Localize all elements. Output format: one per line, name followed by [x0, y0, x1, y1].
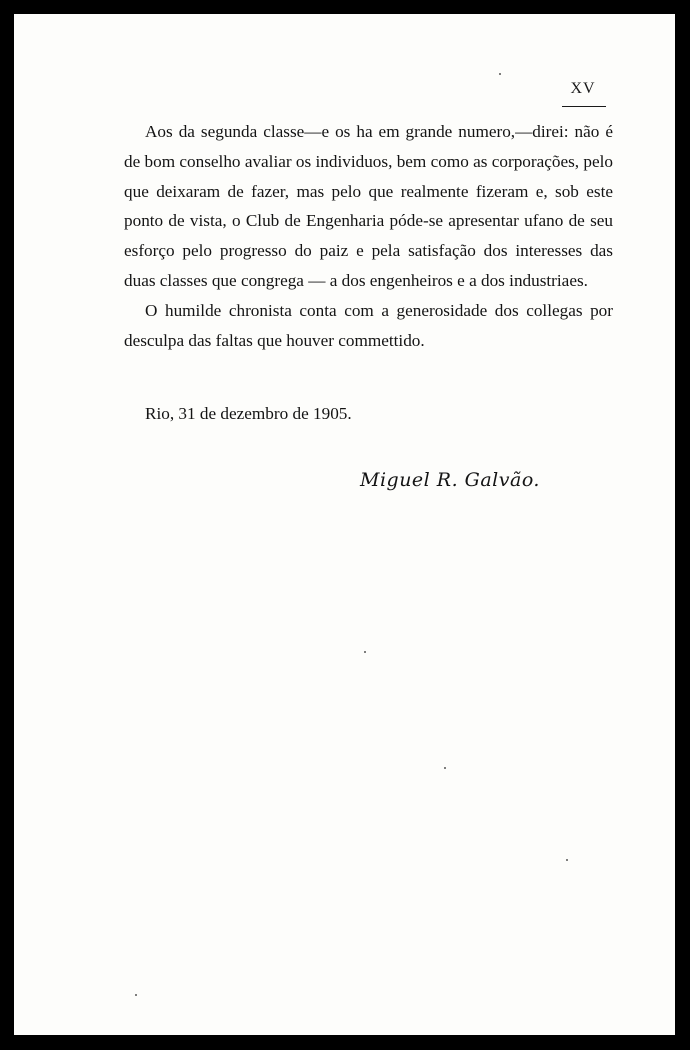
paper-speck: [566, 859, 568, 861]
document-page: [14, 14, 675, 1035]
body-text: [124, 117, 613, 355]
paper-speck: [499, 73, 501, 75]
signature: Miguel R. Galvão.: [360, 469, 540, 491]
paragraph: O humilde chronista conta com a generosidade dos collegas por desculpa das faltas que houver commettido.: [124, 300, 613, 350]
paper-speck: [364, 651, 366, 653]
paper-speck: [444, 767, 446, 769]
page-number: XV: [570, 80, 596, 97]
paper-speck: [135, 994, 137, 996]
paragraph: Aos da segunda classe—e os ha em grande numero,—direi: não é de bom conselho avaliar os individuos, bem como as corporações, pelo que deixaram de fazer, mas pelo que realmente fizeram e, sob este ponto de vista, o Club de Engenharia póde-se apresentar ufano de seu esforço pelo progresso do paiz e pela satisfação dos interesses das duas classes que congrega — a dos engenheiros e a dos industriaes.: [124, 122, 613, 290]
dateline: Rio, 31 de dezembro de 1905.: [145, 404, 352, 423]
page-number-rule: [562, 106, 606, 107]
